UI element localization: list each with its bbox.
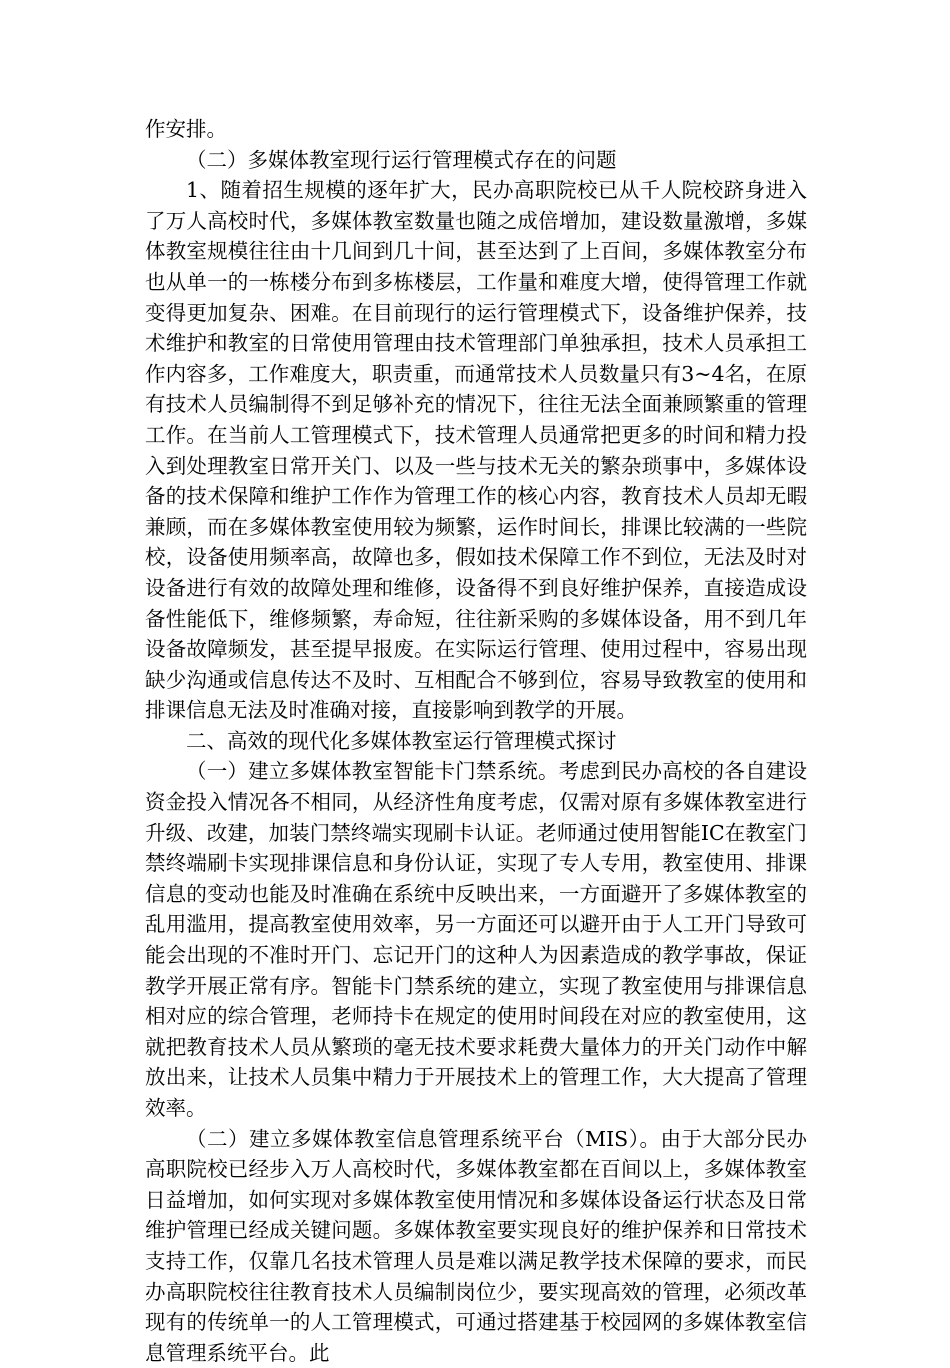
paragraph-continuation: 作安排。 <box>145 117 227 141</box>
paragraph-problem-1: 1、随着招生规模的逐年扩大，民办高职院校已从千人院校跻身进入了万人高校时代，多媒体教室数量也随之成倍增加，建设数量激增，多媒体教室规模往往由十几间到几十间，甚至达到了上百间，多媒体教室分布也从单一的一栋楼分布到多栋楼层，工作量和难度大增，使得管理工作就变得更加复杂、困难。在目前现行的运行管理模式下，设备维护保养，技术维护和教室的日常使用管理由技术管理部门单独承担，技术人员承担工作内容多，工作难度大，职责重，而通常技术人员数量只有3~4名，在原有技术人员编制得不到足够补充的情况下，往往无法全面兼顾繁重的管理工作。在当前人工管理模式下，技术管理人员通常把更多的时间和精力投入到处理教室日常开关门、以及一些与技术无关的繁杂琐事中，多媒体设备的技术保障和维护工作作为管理工作的核心内容，教育技术人员却无暇兼顾，而在多媒体教室使用较为频繁，运作时间长，排课比较满的一些院校，设备使用频率高，故障也多，假如技术保障工作不到位，无法及时对设备进行有效的故障处理和维修，设备得不到良好维护保养，直接造成设备性能低下，维修频繁，寿命短，往往新采购的多媒体设备，用不到几年设备故障频发，甚至提早报废。在实际运行管理、使用过程中，容易出现缺少沟通或信息传达不及时、互相配合不够到位，容易导致教室的使用和排课信息无法及时准确对接，直接影响到教学的开展。 <box>145 178 807 723</box>
document-page <box>145 114 807 1368</box>
section-heading-current-problems: （二）多媒体教室现行运行管理模式存在的问题 <box>186 147 617 172</box>
paragraph-smart-card-access: （一）建立多媒体教室智能卡门禁系统。考虑到民办高校的各自建设资金投入情况各不相同，从经济性角度考虑，仅需对原有多媒体教室进行升级、改建，加装门禁终端实现刷卡认证。老师通过使用智能IC在教室门禁终端刷卡实现排课信息和身份认证，实现了专人专用，教室使用、排课信息的变动也能及时准确在系统中反映出来，一方面避开了多媒体教室的乱用滥用，提高教室使用效率，另一方面还可以避开由于人工开门导致可能会出现的不准时开门、忘记开门的这种人为因素造成的教学事故，保证教学开展正常有序。智能卡门禁系统的建立，实现了教室使用与排课信息相对应的综合管理，老师持卡在规定的使用时间段在对应的教室使用，这就把教育技术人员从繁琐的毫无技术要求耗费大量体力的开关门动作中解放出来，让技术人员集中精力于开展技术上的管理工作，大大提高了管理效率。 <box>145 759 807 1120</box>
section-heading-efficient-management: 二、高效的现代化多媒体教室运行管理模式探讨 <box>186 728 617 753</box>
paragraph-mis-platform: （二）建立多媒体教室信息管理系统平台（MIS）。由于大部分民办高职院校已经步入万人高校时代，多媒体教室都在百间以上，多媒体教室日益增加，如何实现对多媒体教室使用情况和多媒体设备运行状态及日常维护管理已经成关键问题。多媒体教室要实现良好的维护保养和日常技术支持工作，仅靠几名技术管理人员是难以满足教学技术保障的要求，而民办高职院校往往教育技术人员编制岗位少，要实现高效的管理，必须改革现有的传统单一的人工管理模式，可通过搭建基于校园网的多媒体教室信息管理系统平台。此 <box>145 1126 807 1365</box>
